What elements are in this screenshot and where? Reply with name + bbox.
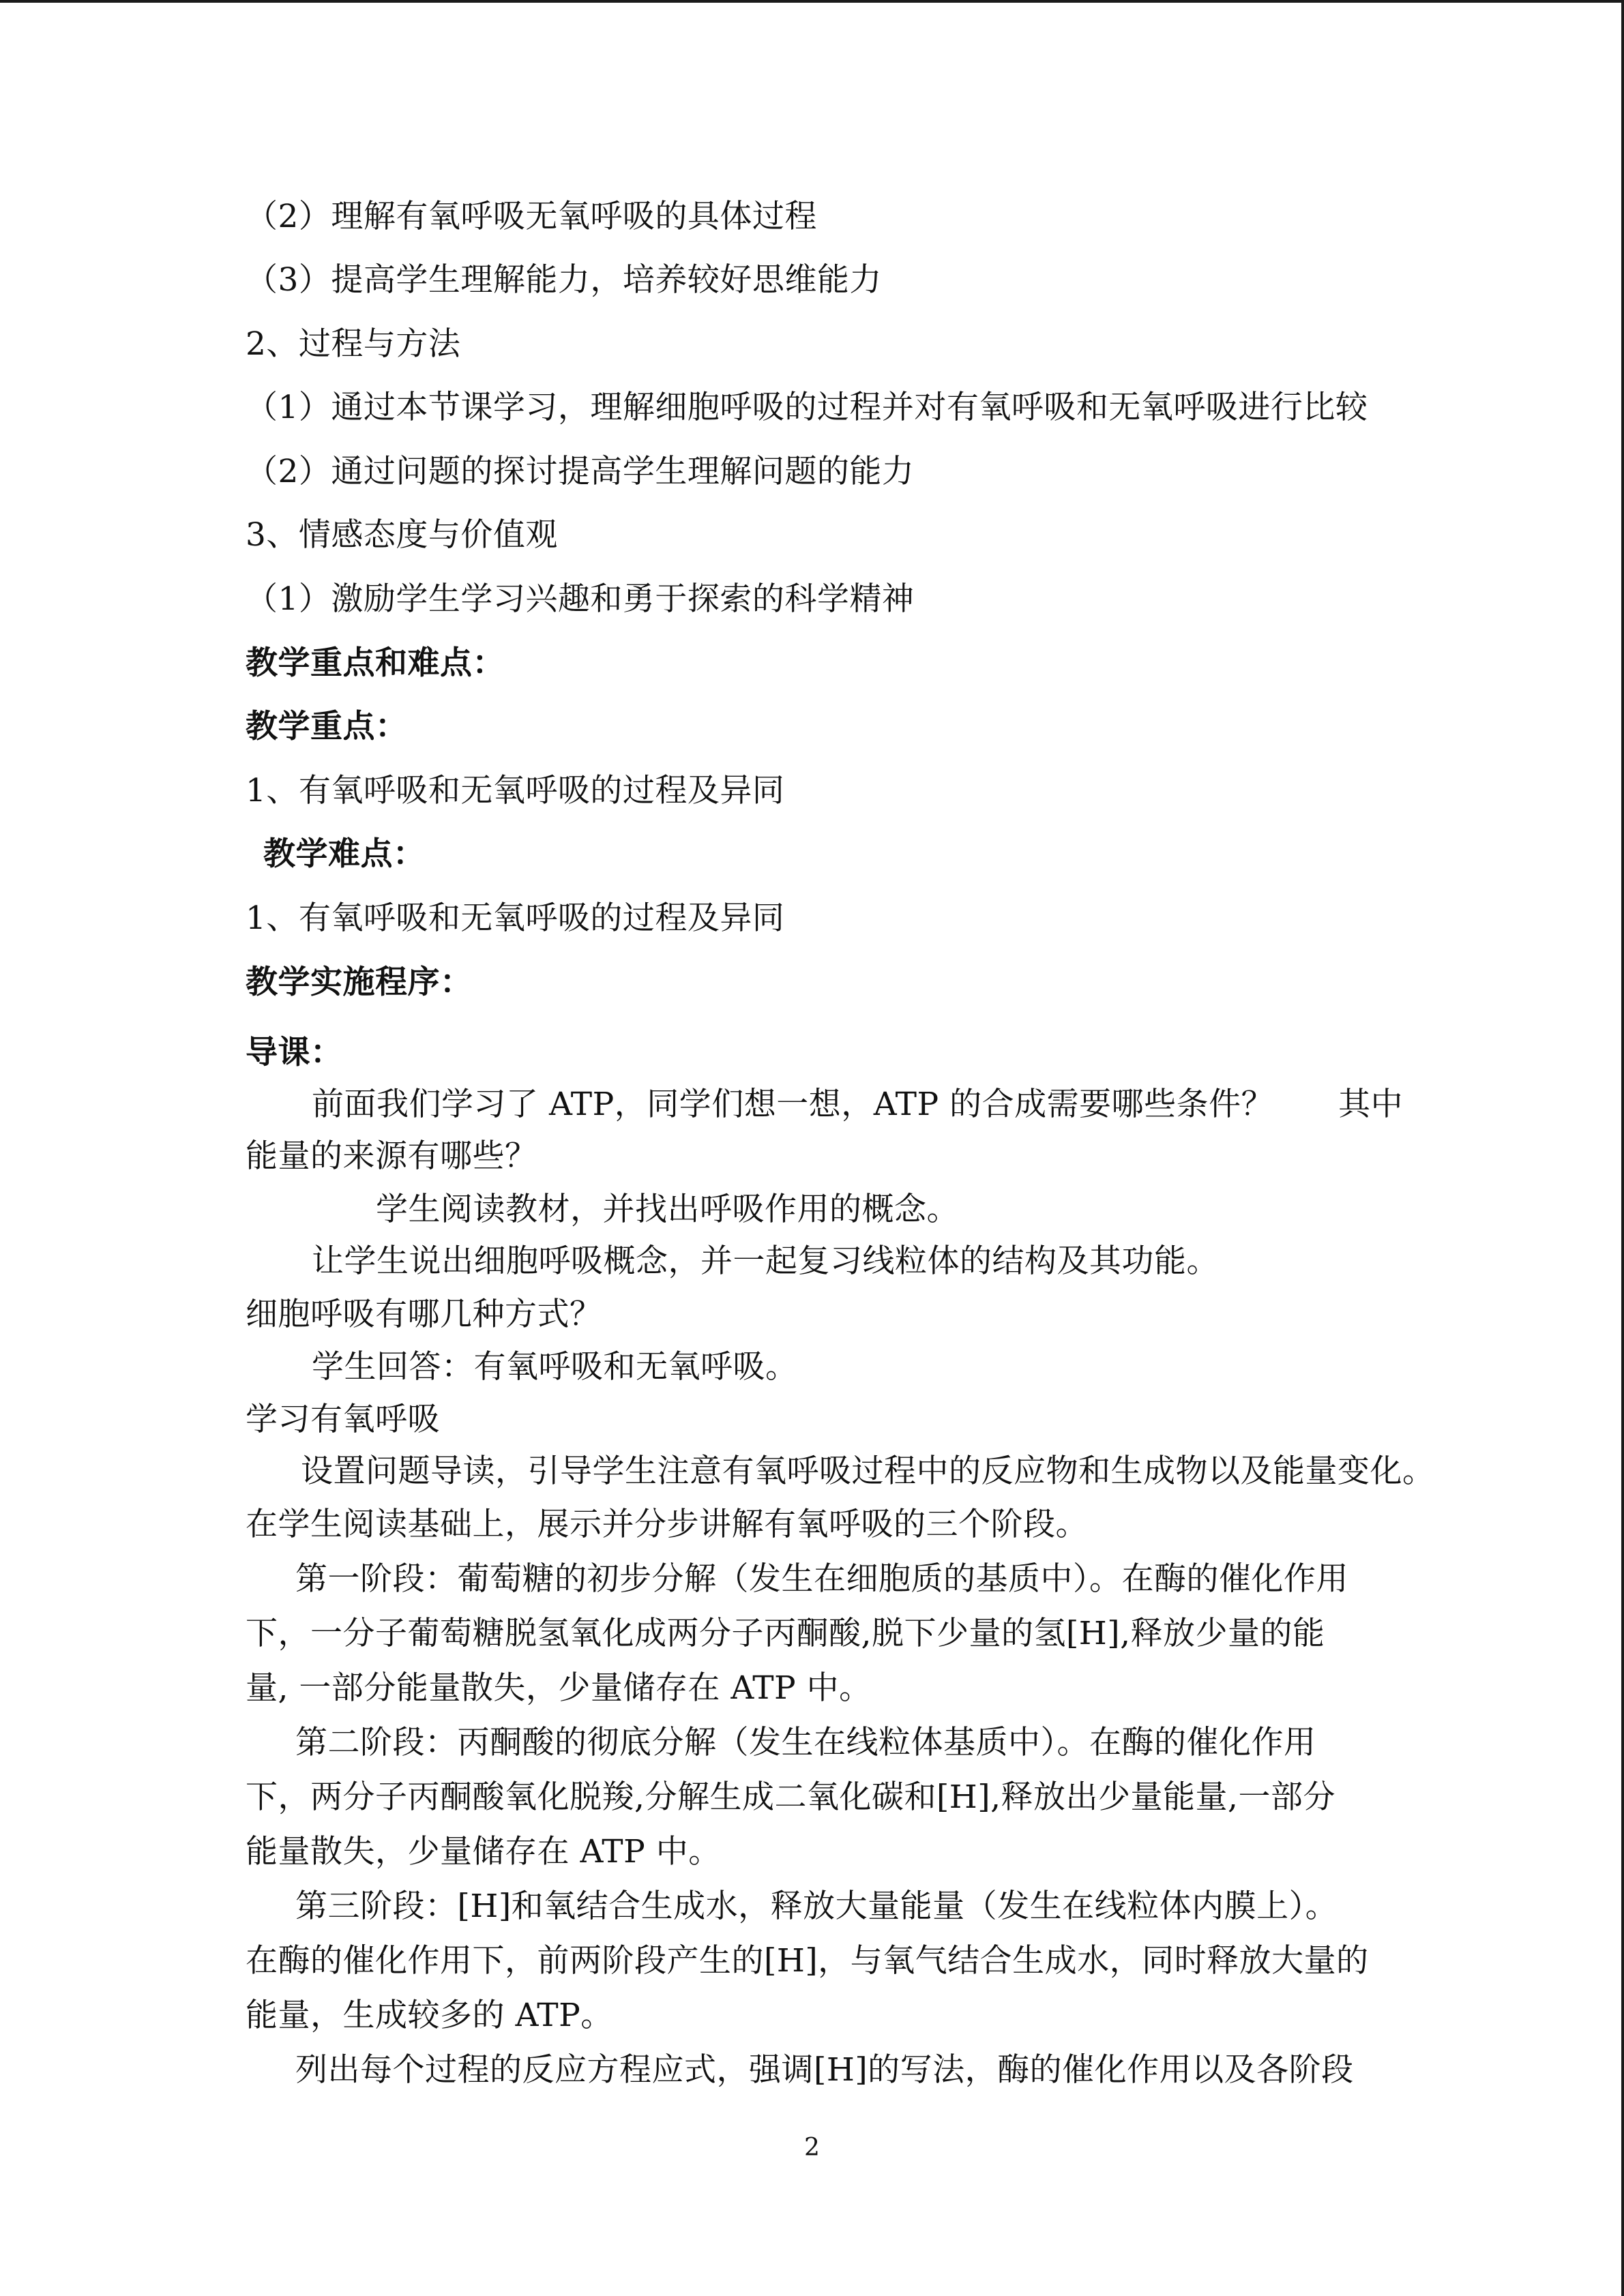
objective-line-3: （3）提高学生理解能力，培养较好思维能力: [246, 261, 882, 299]
heading-key-points: 教学重点：: [246, 708, 408, 745]
key-point-item-1: 1、有氧呼吸和无氧呼吸的过程及异同: [246, 772, 785, 809]
stage-3-line-3: 能量，生成较多的 ATP。: [246, 1997, 613, 2034]
heading-difficult-points: 教学难点：: [263, 835, 426, 873]
stage-2-line-3: 能量散失，少量储存在 ATP 中。: [246, 1833, 721, 1870]
process-item-1: （1）通过本节课学习，理解细胞呼吸的过程并对有氧呼吸和无氧呼吸进行比较: [246, 389, 1368, 426]
guided-question-line: 设置问题导读，引导学生注意有氧呼吸过程中的反应物和生成物以及能量变化。: [301, 1452, 1435, 1490]
respiration-types-question: 细胞呼吸有哪几种方式？: [246, 1296, 602, 1333]
section-process-method: 2、过程与方法: [246, 325, 461, 363]
stage-3-line-2: 在酶的催化作用下，前两阶段产生的[H]，与氧气结合生成水，同时释放大量的: [246, 1942, 1369, 1980]
stage-1-line-3: 量, 一部分能量散失，少量储存在 ATP 中。: [246, 1669, 872, 1707]
equations-line: 列出每个过程的反应方程应式，强调[H]的写法，酶的催化作用以及各阶段: [295, 2051, 1354, 2089]
three-stages-intro-line: 在学生阅读基础上，展示并分步讲解有氧呼吸的三个阶段。: [246, 1506, 1088, 1543]
page-border-right: [1621, 0, 1624, 2296]
attitude-item-1: （1）激励学生学习兴趣和勇于探索的科学精神: [246, 580, 915, 618]
stage-2-line-2: 下，两分子丙酮酸氧化脱羧,分解生成二氧化碳和[H],释放出少量能量,一部分: [246, 1778, 1335, 1816]
learn-aerobic-heading: 学习有氧呼吸: [246, 1401, 440, 1438]
student-reading-line: 学生阅读教材，并找出呼吸作用的概念。: [376, 1191, 959, 1228]
heading-teaching-procedure: 教学实施程序：: [246, 964, 473, 1001]
process-item-2: （2）通过问题的探讨提高学生理解问题的能力: [246, 453, 915, 490]
stage-2-line-1: 第二阶段：丙酮酸的彻底分解（发生在线粒体基质中）。在酶的催化作用: [295, 1724, 1316, 1761]
difficult-point-item-1: 1、有氧呼吸和无氧呼吸的过程及异同: [246, 899, 785, 937]
stage-1-line-2: 下，一分子葡萄糖脱氢氧化成两分子丙酮酸,脱下少量的氢[H],释放少量的能: [246, 1615, 1325, 1652]
page-number: 2: [804, 2134, 820, 2162]
objective-line-2: （2）理解有氧呼吸无氧呼吸的具体过程: [246, 198, 817, 235]
intro-paragraph-line-1: 前面我们学习了 ATP，同学们想一想，ATP 的合成需要哪些条件？ 其中: [312, 1086, 1404, 1123]
section-attitude-values: 3、情感态度与价值观: [246, 516, 558, 554]
intro-paragraph-line-2: 能量的来源有哪些？: [246, 1137, 537, 1175]
stage-1-line-1: 第一阶段：葡萄糖的初步分解（发生在细胞质的基质中）。在酶的催化作用: [295, 1560, 1348, 1598]
heading-introduction: 导课：: [246, 1034, 343, 1071]
heading-key-and-difficult-points: 教学重点和难点：: [246, 644, 505, 682]
stage-3-line-1: 第三阶段：[H]和氧结合生成水，释放大量能量（发生在线粒体内膜上）。: [295, 1888, 1338, 1925]
student-answer-line: 学生回答：有氧呼吸和无氧呼吸。: [312, 1348, 798, 1386]
page-border-top: [0, 0, 1624, 3]
cell-respiration-concept-line: 让学生说出细胞呼吸概念，并一起复习线粒体的结构及其功能。: [312, 1242, 1219, 1280]
